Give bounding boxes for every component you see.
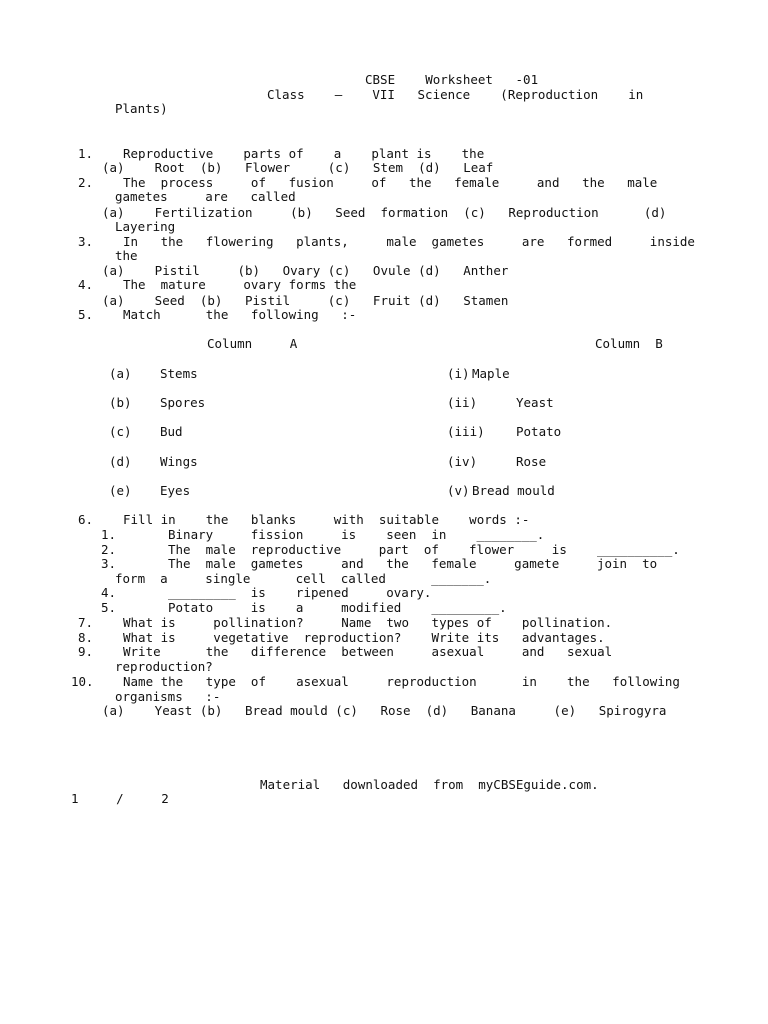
q1-options: (a) Root (b) Flower (c) Stem (d) Leaf [102, 160, 494, 175]
worksheet-subtitle-cont: Plants) [115, 101, 168, 116]
match-left-label: (e) [109, 483, 132, 498]
match-left-item: Stems [160, 366, 198, 381]
match-right-item: Rose [516, 454, 547, 469]
blank-item-number: 5. [101, 600, 117, 615]
column-b-heading: Column B [595, 336, 663, 351]
q9-number: 9. [78, 644, 94, 659]
blank-item-number: 2. [101, 542, 117, 557]
match-right-label: (i) [447, 366, 470, 381]
match-left-item: Wings [160, 454, 198, 469]
q10-text-cont: organisms :- [115, 689, 221, 704]
q8-number: 8. [78, 630, 94, 645]
match-right-label: (ii) [447, 395, 478, 410]
q7-text: What is pollination? Name two types of pollination. [123, 615, 613, 630]
match-right-label: (v) [447, 483, 470, 498]
match-right-item: Maple [472, 366, 510, 381]
match-right-item: Bread mould [472, 483, 555, 498]
q3-text: In the flowering plants, male gametes are formed inside [123, 234, 695, 249]
match-right-label: (iii) [447, 424, 485, 439]
q9-text: Write the difference between asexual and sexual [123, 644, 613, 659]
worksheet-subtitle: Class – VII Science (Reproduction in [267, 87, 644, 102]
q9-text-cont: reproduction? [115, 659, 213, 674]
q6-number: 6. [78, 512, 94, 527]
match-left-item: Spores [160, 395, 206, 410]
match-left-item: Bud [160, 424, 183, 439]
blank-item-number: 1. [101, 527, 117, 542]
blank-item-number: 3. [101, 556, 117, 571]
q10-number: 10. [71, 674, 94, 689]
match-right-item: Yeast [516, 395, 554, 410]
blank-item-text: The male gametes and the female gamete join to [168, 556, 658, 571]
blank-item-text: Binary fission is seen in ________. [168, 527, 545, 542]
blank-item-text: _________ is ripened ovary. [168, 585, 432, 600]
page-number: 1 / 2 [71, 791, 169, 806]
q3-text-cont: the [115, 248, 138, 263]
q5-number: 5. [78, 307, 94, 322]
q7-number: 7. [78, 615, 94, 630]
q3-number: 3. [78, 234, 94, 249]
column-a-heading: Column A [207, 336, 298, 351]
blank-item-text: The male reproductive part of flower is __________. [168, 542, 680, 557]
q8-text: What is vegetative reproduction? Write its advantages. [123, 630, 605, 645]
blank-item-text: Potato is a modified _________. [168, 600, 507, 615]
q10-options: (a) Yeast (b) Bread mould (c) Rose (d) Banana (e) Spirogyra [102, 703, 667, 718]
blank-item-text-cont: form a single cell called _______. [115, 571, 492, 586]
match-left-label: (a) [109, 366, 132, 381]
match-left-label: (c) [109, 424, 132, 439]
match-right-item: Potato [516, 424, 562, 439]
q4-options: (a) Seed (b) Pistil (c) Fruit (d) Stamen [102, 293, 509, 308]
blank-item-number: 4. [101, 585, 117, 600]
match-right-label: (iv) [447, 454, 478, 469]
q6-text: Fill in the blanks with suitable words :- [123, 512, 530, 527]
q3-options: (a) Pistil (b) Ovary (c) Ovule (d) Anther [102, 263, 509, 278]
match-left-label: (d) [109, 454, 132, 469]
q10-text: Name the type of asexual reproduction in the following [123, 674, 680, 689]
q2-text: The process of fusion of the female and the male [123, 175, 658, 190]
footer-source: Material downloaded from myCBSEguide.com. [260, 777, 599, 792]
q2-text-cont: gametes are called [115, 189, 296, 204]
q4-text: The mature ovary forms the [123, 277, 357, 292]
q2-options: (a) Fertilization (b) Seed formation (c) Reproduction (d) [102, 205, 667, 220]
q5-text: Match the following :- [123, 307, 357, 322]
q2-options-cont: Layering [115, 219, 176, 234]
q1-number: 1. [78, 146, 94, 161]
worksheet-title: CBSE Worksheet -01 [365, 72, 539, 87]
q4-number: 4. [78, 277, 94, 292]
match-left-label: (b) [109, 395, 132, 410]
match-left-item: Eyes [160, 483, 191, 498]
q2-number: 2. [78, 175, 94, 190]
q1-text: Reproductive parts of a plant is the [123, 146, 485, 161]
